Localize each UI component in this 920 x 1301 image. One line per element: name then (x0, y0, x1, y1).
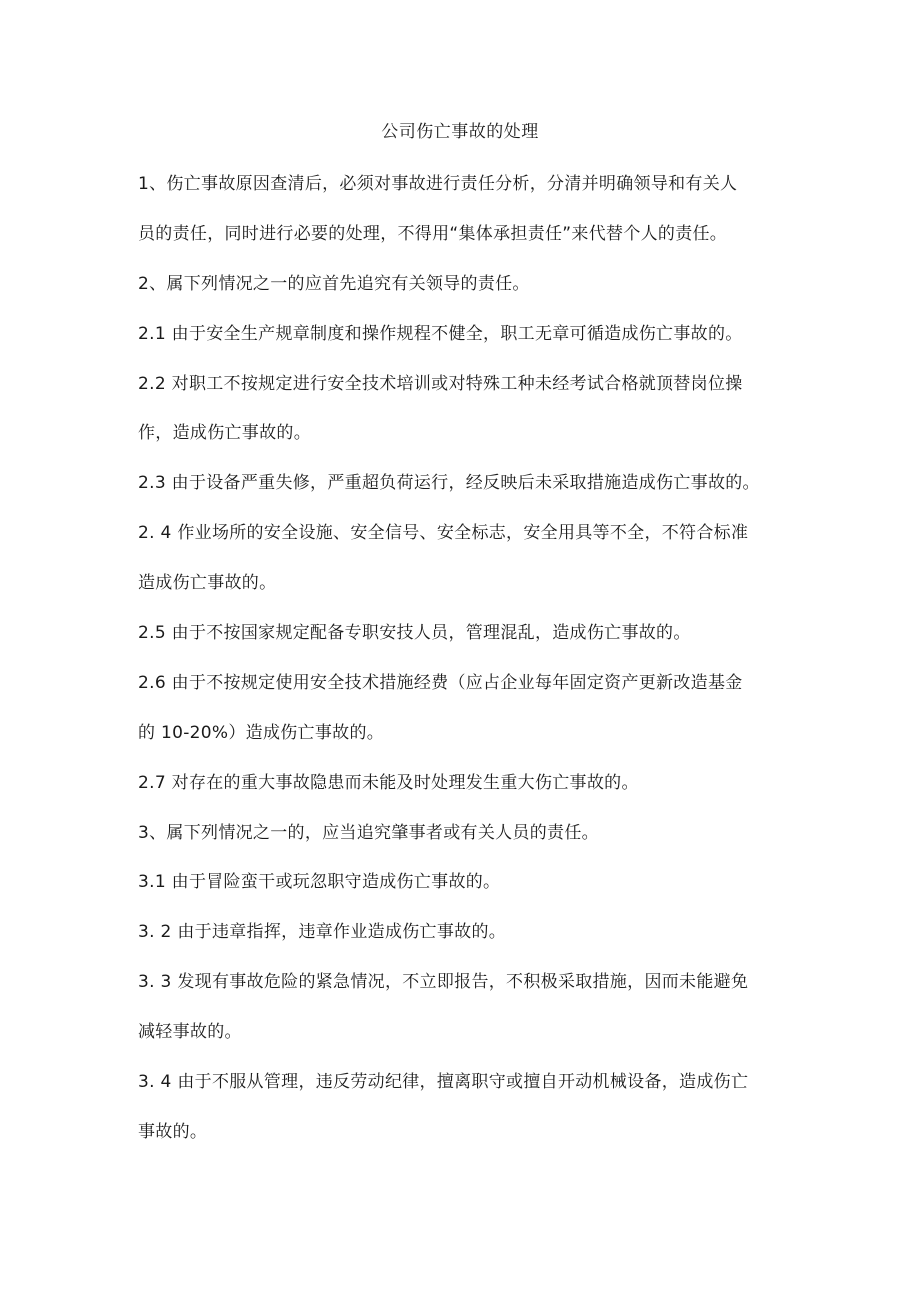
text-line: 3. 3 发现有事故危险的紧急情况，不立即报告，不积极采取措施，因而未能避免 (138, 972, 749, 993)
text-line: 3.1 由于冒险蛮干或玩忽职守造成伤亡事故的。 (138, 872, 501, 893)
text-line: 2.2 对职工不按规定进行安全技术培训或对特殊工种未经考试合格就顶替岗位操 (138, 373, 743, 394)
text-line: 2、属下列情况之一的应首先追究有关领导的责任。 (138, 273, 530, 294)
text-line: 减轻事故的。 (138, 1022, 242, 1043)
text-line: 2.7 对存在的重大事故隐患而未能及时处理发生重大伤亡事故的。 (138, 772, 639, 793)
text-line: 2.6 由于不按规定使用安全技术措施经费（应占企业每年固定资产更新改造基金 (138, 672, 743, 693)
text-line: 2. 4 作业场所的安全设施、安全信号、安全标志，安全用具等不全，不符合标准 (138, 523, 749, 544)
text-line: 2.3 由于设备严重失修，严重超负荷运行，经反映后未采取措施造成伤亡事故的。 (138, 473, 760, 494)
text-line: 2.1 由于安全生产规章制度和操作规程不健全，职工无章可循造成伤亡事故的。 (138, 323, 743, 344)
text-line: 3. 2 由于违章指挥，违章作业造成伤亡事故的。 (138, 922, 507, 943)
text-line: 1、伤亡事故原因查清后，必须对事故进行责任分析，分清并明确领导和有关人 (138, 174, 738, 194)
text-line: 2.5 由于不按国家规定配备专职安技人员，管理混乱，造成伤亡事故的。 (138, 623, 691, 644)
text-line: 的 10-20%）造成伤亡事故的。 (138, 722, 385, 743)
text-line: 作，造成伤亡事故的。 (138, 423, 311, 444)
document-title: 公司伤亡事故的处理 (381, 122, 539, 142)
text-line: 造成伤亡事故的。 (138, 573, 277, 594)
document-body (138, 170, 793, 1168)
text-line: 事故的。 (138, 1121, 208, 1142)
text-line: 员的责任，同时进行必要的处理，不得用“集体承担责任”来代替个人的责任。 (138, 223, 728, 244)
text-line: 3、属下列情况之一的，应当追究肇事者或有关人员的责任。 (138, 822, 599, 843)
text-line: 3. 4 由于不服从管理，违反劳动纪律，擅离职守或擅自开动机械设备，造成伤亡 (138, 1072, 749, 1093)
